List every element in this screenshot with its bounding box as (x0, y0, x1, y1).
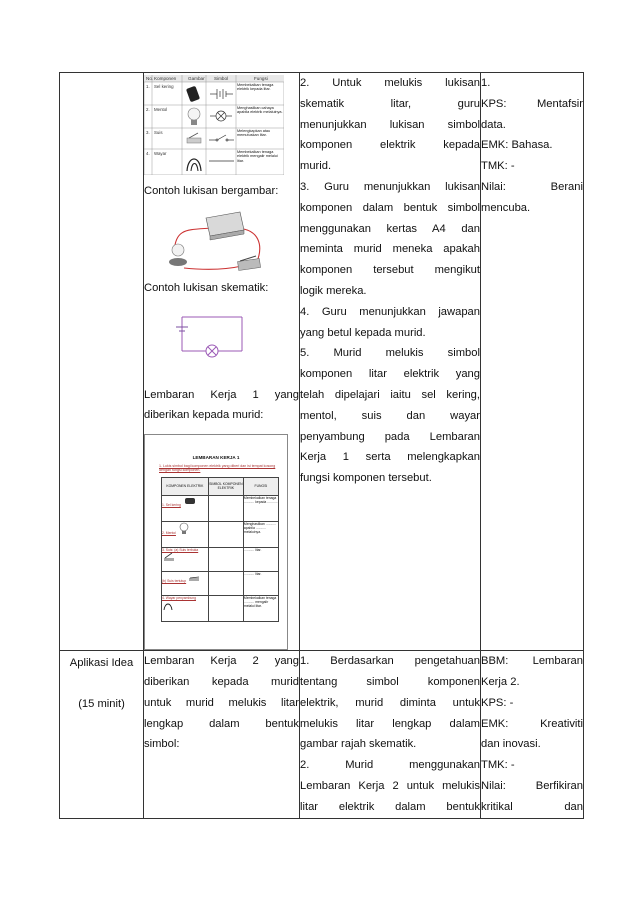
ws-bulb-icon (177, 522, 191, 534)
activity-line: penyambung pada Lembaran (300, 430, 480, 443)
component-table-figure (144, 75, 284, 175)
notes-line: EMK: Bahasa. (481, 139, 553, 152)
notes-line: Nilai: Berani (481, 180, 583, 193)
notes-line: data. (481, 118, 506, 131)
activity-line: elektrik, murid diminta untuk (300, 696, 480, 709)
resources-line: Lembaran Kerja 2 yang (144, 655, 299, 668)
ws-switch-open-icon (162, 552, 176, 562)
ws-header: FUNGSI (243, 477, 278, 495)
activity-line: komponen litar elektrik yang (300, 368, 480, 381)
notes-line: KPS: Mentafsir (481, 97, 583, 110)
activity-line: komponen tersebut mengikut (300, 264, 480, 277)
ws-wire-icon (162, 600, 174, 610)
activity-line: 4. Guru menunjukkan jawapan (300, 305, 480, 318)
activity-line: logik mereka. (300, 284, 367, 297)
ct-row-name: Mentol (154, 107, 168, 112)
ct-row-no: 3. (146, 130, 150, 135)
resources-line: untuk murid melukis litar (144, 696, 299, 709)
activity-cell (300, 651, 481, 818)
ct-header-fungsi: Fungsi (254, 76, 268, 81)
activity-line: litar elektrik dalam bentuk (300, 800, 480, 813)
ws-row-label: 1. Sel kering (162, 502, 181, 507)
stage-cell-empty (60, 73, 144, 651)
ct-row-no: 2. (146, 107, 150, 112)
activity-line: tentang simbol komponen (300, 675, 480, 688)
activity-line: melukis litar lengkap dalam (300, 717, 480, 730)
ct-row-name: Sel kering (154, 84, 174, 89)
schematic-circuit-figure (172, 307, 252, 367)
activity-line: menggunakan kertas A4 dan (300, 222, 480, 235)
schematic-bulb-icon (206, 345, 218, 357)
activity-line: telah dipelajari iaitu sel kering, (300, 388, 480, 401)
notes-line: mencuba. (481, 201, 531, 214)
activity-line: komponen elektrik kepada (300, 139, 480, 152)
activity-line: mentol, suis dan wayar (300, 409, 480, 422)
worksheet-instruction: 1. Lukis simbol bagi komponen elektrik yang diberi dan isi tempat kosong dengan fungsi komponen. (159, 464, 276, 473)
ws-row-fungsi: ........... litar. (243, 547, 278, 571)
battery-holder-icon (206, 212, 244, 240)
caption-schematic: Contoh lukisan skematik: (144, 281, 269, 294)
stage-time: (15 minit) (78, 697, 125, 710)
activity-line: 2. Murid menggunakan (300, 759, 480, 772)
notes-line: 1. (481, 77, 491, 89)
resources-cell (144, 73, 300, 651)
ws-row-fungsi: Menghasilkan ........... apabila ........... melaluinya. (243, 521, 278, 547)
ws-row-label: 3. Suis: (a) Suis terbuka (162, 547, 199, 552)
lesson-plan-table (59, 72, 584, 819)
activity-line: 3. Guru menunjukkan lukisan (300, 180, 480, 193)
stage-title: Aplikasi Idea (69, 657, 134, 670)
notes-line: TMK: - (481, 160, 515, 173)
activity-line: Lembaran Kerja 2 untuk melukis (300, 779, 480, 792)
notes-line: Kerja 2. (481, 675, 520, 688)
ws-row-label: (b) Suis tertutup (162, 578, 187, 583)
ct-row-no: 4. (146, 151, 150, 156)
ct-row-fungsi: Melengkapkan atau memutuskan litar. (237, 129, 271, 138)
caption-pictorial: Contoh lukisan bergambar: (144, 185, 279, 197)
activity-line: murid. (300, 160, 332, 173)
activity-line: 5. Murid melukis simbol (300, 347, 480, 360)
notes-line: Nilai: Berfikiran (481, 779, 583, 792)
notes-line: KPS: - (481, 696, 514, 709)
resources-line: diberikan kepada murid (144, 675, 299, 688)
ct-header-simbol: Simbol (214, 76, 229, 81)
activity-lines (300, 73, 480, 489)
ct-row-fungsi: Membekalkan tenaga elektrik mengalir melalui litar. (237, 150, 278, 163)
notes-line: dan inovasi. (481, 738, 541, 751)
caption-worksheet-line2: diberikan kepada murid: (144, 409, 264, 422)
notes-line: kritikal dan (481, 800, 583, 813)
ws-battery-icon (182, 496, 198, 506)
activity-line: komponen dalam bentuk simbol (300, 201, 480, 214)
activity-line: 2. Untuk melukis lukisan (300, 77, 480, 89)
caption-worksheet-line1: Lembaran Kerja 1 yang (144, 388, 299, 401)
notes-line: BBM: Lembaran (481, 655, 583, 668)
ct-header-no: No. (146, 76, 154, 81)
ws-header: SIMBOL KOMPONEN ELEKTRIK (208, 477, 243, 495)
resources-line: lengkap dalam bentuk (144, 717, 299, 730)
pictorial-circuit-figure (164, 206, 274, 274)
worksheet-1-figure (144, 434, 288, 650)
activity-cell (300, 73, 481, 651)
bulb-holder-icon (169, 244, 187, 266)
activity-line: 1. Berdasarkan pengetahuan (300, 655, 480, 668)
ct-row-name: Wayar (154, 151, 167, 156)
worksheet-title: LEMBARAN KERJA 1 (192, 455, 240, 461)
table-row (60, 651, 584, 818)
notes-cell (481, 651, 584, 818)
activity-line: menunjukkan lukisan simbol (300, 118, 480, 131)
table-row (60, 73, 584, 651)
ws-row-label: 2. Mentol (162, 530, 176, 535)
ws-row-fungsi: Membekalkan tenaga ........... mengalir melalui litar. (243, 595, 278, 621)
ws-header: KOMPONEN ELEKTRIK (162, 477, 209, 495)
activity-line: yang betul kepada murid. (300, 326, 426, 339)
resources-line: simbol: (144, 738, 180, 751)
notes-cell (481, 73, 584, 651)
ws-row-label: 4. Wayar penyambung (162, 595, 196, 600)
activity-line: fungsi komponen tersebut. (300, 472, 432, 485)
ws-switch-closed-icon (187, 572, 201, 582)
ct-row-no: 1. (146, 84, 150, 89)
ct-header-gambar: Gambar (188, 76, 205, 81)
ws-row-fungsi: Membekalkan tenaga ........... kepada ........... (243, 495, 278, 521)
stage-cell (60, 651, 144, 818)
ct-row-fungsi: Menghasilkan cahaya apabila elektrik melaluinya. (237, 106, 283, 115)
activity-line: Kerja 1 serta melengkapkan (300, 451, 480, 464)
worksheet-table (161, 477, 279, 622)
circuit-switch-icon (238, 256, 261, 270)
resources-cell (144, 651, 300, 818)
ct-row-name: Suis (154, 130, 163, 135)
notes-line: EMK: Kreativiti (481, 717, 583, 730)
ws-row-fungsi: ........... litar. (243, 571, 278, 595)
activity-line: gambar rajah skematik. (300, 738, 417, 751)
activity-line: skematik litar, guru (300, 97, 480, 110)
notes-line: TMK: - (481, 759, 515, 772)
ct-header-komponen: Komponen (154, 76, 177, 81)
ct-row-fungsi: Membekalkan tenaga elektrik kepada litar. (237, 83, 274, 92)
activity-line: meminta murid meneka apakah (300, 243, 480, 256)
